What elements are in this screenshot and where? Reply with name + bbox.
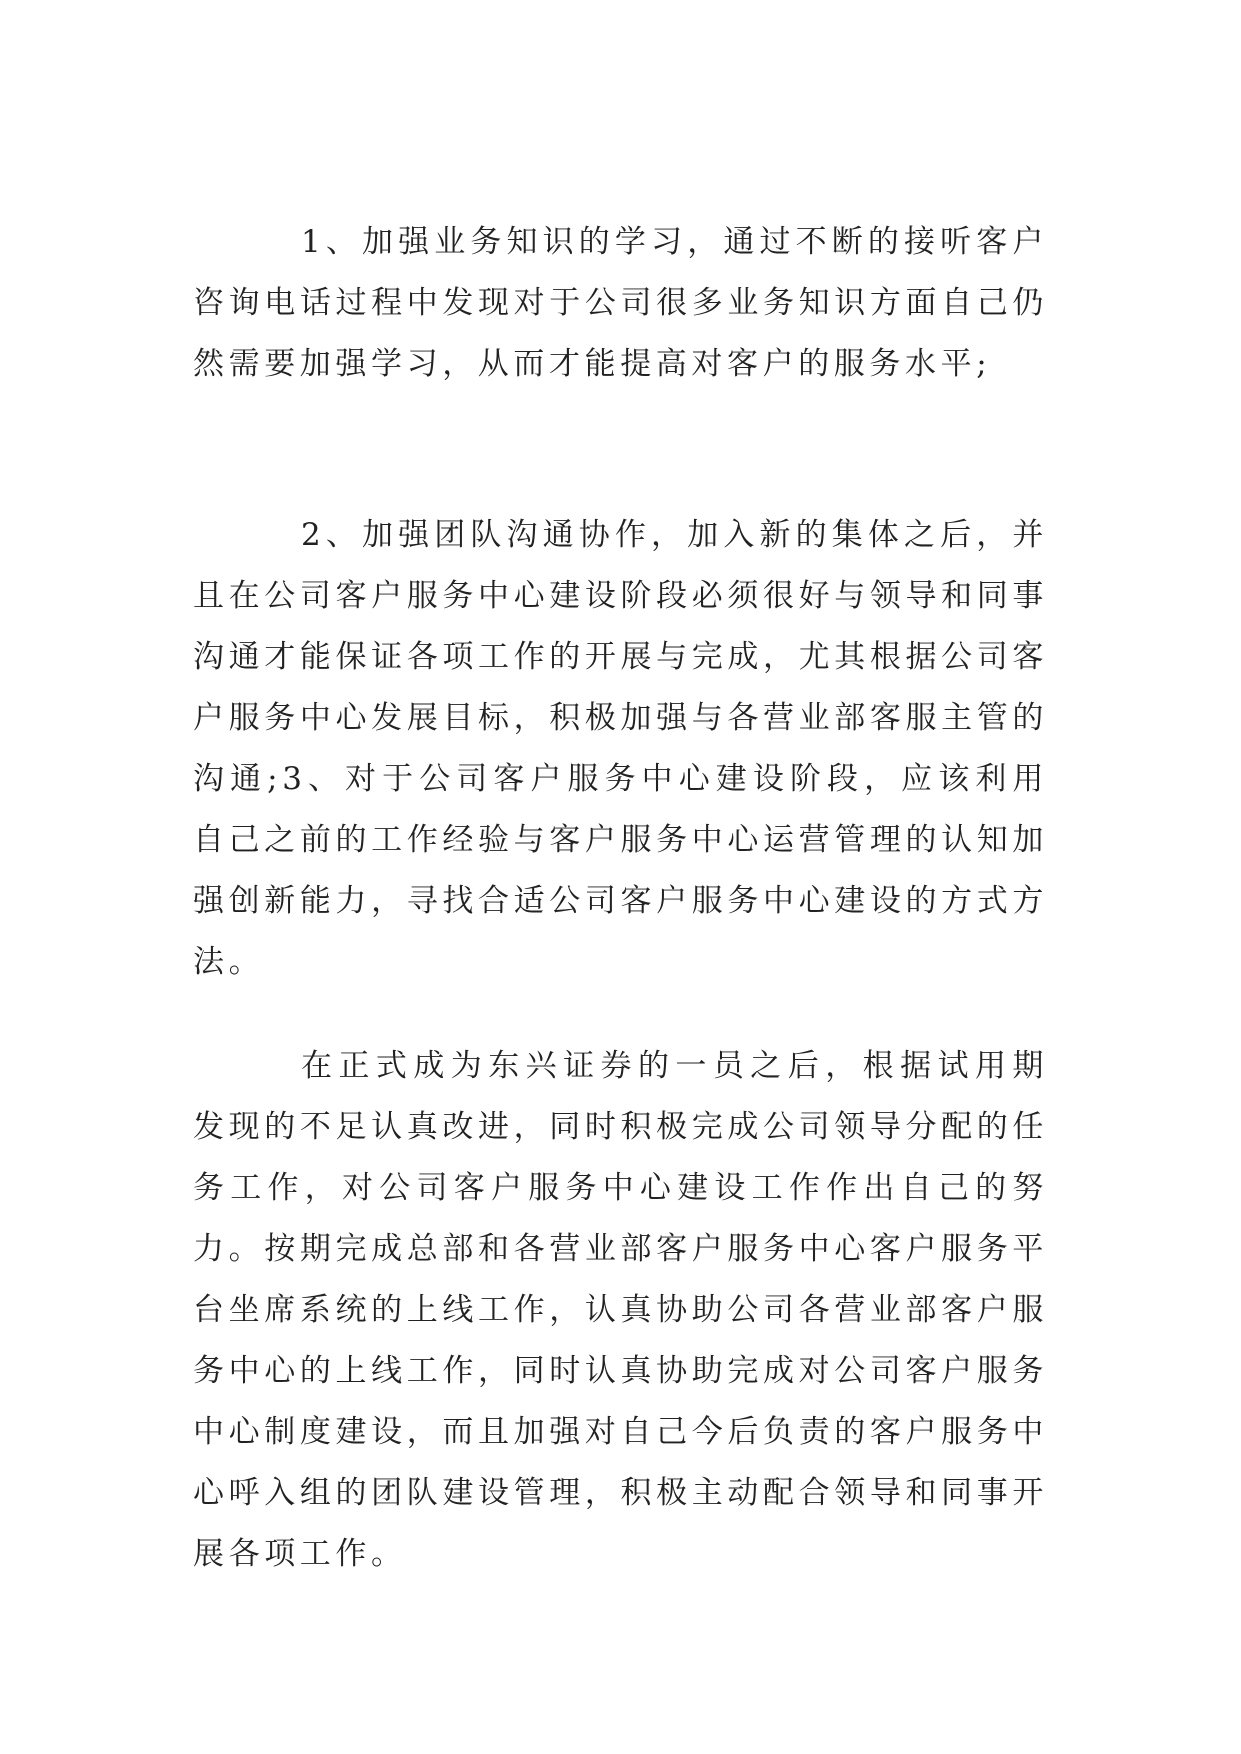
paragraph-1: 1、加强业务知识的学习，通过不断的接听客户咨询电话过程中发现对于公司很多业务知识方面自己仍然需要加强学习，从而才能提高对客户的服务水平; [193,224,1048,382]
paragraph-3: 在正式成为东兴证券的一员之后，根据试用期发现的不足认真改进，同时积极完成公司领导分配的任务工作，对公司客户服务中心建设工作作出自己的努力。按期完成总部和各营业部客户服务中心客户服务平台坐席系统的上线工作，认真协助公司各营业部客户服务中心的上线工作，同时认真协助完成对公司客户服务中心制度建设，而且加强对自己今后负责的客户服务中心呼入组的团队建设管理，积极主动配合领导和同事开展各项工作。 [193,1048,1048,1572]
paragraph-2: 2、加强团队沟通协作，加入新的集体之后，并且在公司客户服务中心建设阶段必须很好与领导和同事沟通才能保证各项工作的开展与完成，尤其根据公司客户服务中心发展目标，积极加强与各营业部客服主管的沟通;3、对于公司客户服务中心建设阶段，应该利用自己之前的工作经验与客户服务中心运营管理的认知加强创新能力，寻找合适公司客户服务中心建设的方式方法。 [193,517,1048,980]
